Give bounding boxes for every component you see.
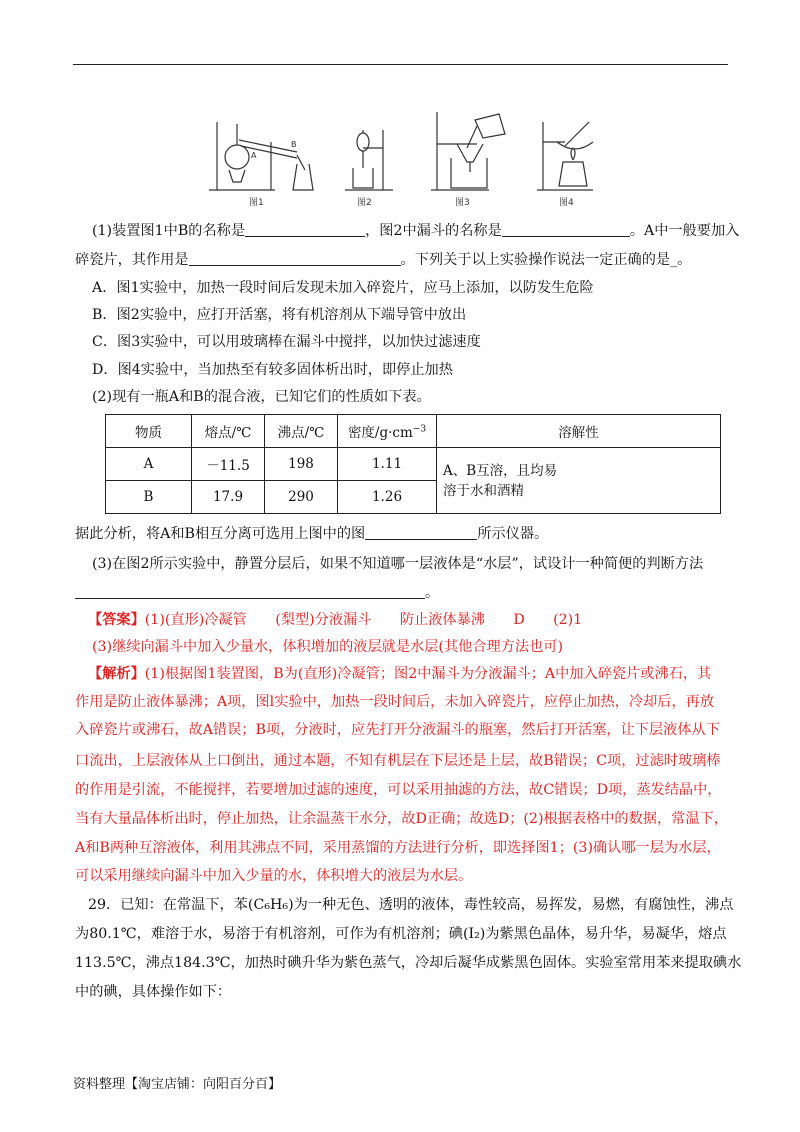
fig1-condenser: [239, 140, 297, 152]
table-cell: 17.9: [192, 481, 265, 514]
table-header: 密度$/g\cdot cm^{-3}$: [338, 415, 437, 448]
table-header: 物质: [106, 415, 192, 448]
q2-after: 据此分析，将A和B相互分离可选用上图中的图 所示仪器。: [75, 526, 549, 542]
q29-line4: 中的碘，具体操作如下：: [75, 984, 232, 1000]
q3-line1: (3)在图2所示实验中，静置分层后，如果不知道哪一层液体是“水层”，试设计一种简便的判断方法: [92, 556, 704, 572]
apparatus-drawing: [205, 102, 605, 210]
analysis-line: 入碎瓷片或沸石，故A错误；B项，分液时，应先打开分液漏斗的瓶塞，然后打开活塞，让下层液体从下: [75, 722, 720, 738]
table-cell: B: [106, 481, 192, 514]
table-row: [106, 448, 721, 481]
q1-option-c: C．图3实验中，可以用玻璃棒在漏斗中搅拌，以加快过滤速度: [92, 334, 481, 350]
answer-line1: 【答案】(1)(直形)冷凝管 (梨型)分液漏斗 防止液体暴沸 D (2)1: [88, 612, 583, 628]
header-rule: [73, 64, 728, 65]
table-cell: 290: [265, 481, 338, 514]
analysis-tag: 【解析】: [88, 666, 145, 682]
table-header: 熔点/℃: [192, 415, 265, 448]
table-cell: 198: [265, 448, 338, 481]
q1-blank-purpose[interactable]: [189, 251, 401, 266]
properties-table: [105, 414, 721, 514]
table-header: 沸点/℃: [265, 415, 338, 448]
fig2-label: 图2: [357, 198, 372, 208]
fig4-label: 图4: [559, 198, 574, 208]
q29-line2: 为80.1℃，难溶于水，易溶于有机溶剂，可作为有机溶剂；碘(I₂)为紫黑色晶体，易升华，易凝华，熔点: [75, 926, 727, 942]
fig3-label: 图3: [455, 198, 470, 208]
q1-option-d: D．图4实验中，当加热至有较多固体析出时，即停止加热: [92, 362, 453, 378]
apparatus-figures: [205, 102, 605, 210]
table-header-row: [106, 415, 721, 448]
table-cell: A: [106, 448, 192, 481]
q1-line1: (1)装置图1中B的名称是 ，图2中漏斗的名称是 。A中一般要加入: [92, 223, 740, 239]
q1-option-a: A．图1实验中，加热一段时间后发现未加入碎瓷片，应马上添加，以防发生危险: [92, 280, 594, 296]
q1-option-b: B．图2实验中，应打开活塞，将有机溶剂从下端导管中放出: [92, 307, 467, 323]
fig4-dish: [557, 142, 593, 149]
q1-blank-b-name[interactable]: [245, 222, 365, 237]
analysis-line: A和B两种互溶液体，利用其沸点不同，采用蒸馏的方法进行分析，即选择图1；(3)确认哪一层为水层，: [75, 840, 721, 856]
q2-intro: (2)现有一瓶A和B的混合液，已知它们的性质如下表。: [92, 389, 431, 405]
solubility-cell: A、B互溶，且均易 溶于水和酒精: [437, 448, 721, 514]
q3-line2: 。: [75, 583, 439, 603]
analysis-line: 可以采用继续向漏斗中加入少量的水，体积增大的液层为水层。: [75, 868, 473, 884]
analysis-line: 作用是防止液体暴沸；A项，图l实验中，加热一段时间后，未加入碎瓷片，应停止加热，冷却后，再放: [75, 694, 715, 710]
q29-line3: 113.5℃，沸点184.3℃，加热时碘升华为紫色蒸气，冷却后凝华成紫黑色固体。实验室常用苯来提取碘水: [75, 955, 742, 971]
table-header: 溶解性: [437, 415, 721, 448]
analysis-line: 口流出，上层液体从上口倒出，通过本题，不知有机层在下层还是上层，故B错误；C项，过滤时玻璃棒: [75, 753, 721, 769]
q1-blank-funnel-name[interactable]: [502, 222, 630, 237]
q3-blank-method[interactable]: [75, 584, 425, 599]
table-cell: －11.5: [192, 448, 265, 481]
table-cell: 1.11: [338, 448, 437, 481]
fig1-flask: [225, 145, 249, 169]
fig1-label: 图1: [249, 198, 264, 208]
fig4-lamp: [559, 162, 587, 186]
answer-tag: 【答案】: [88, 612, 145, 628]
table-cell: 1.26: [338, 481, 437, 514]
fig1-mark-b: B: [291, 140, 297, 149]
fig1-mark-a: A: [251, 151, 257, 160]
q2-blank-figure[interactable]: [365, 525, 477, 540]
q29-line1: 29．已知：在常温下，苯(C₆H₆)为一种无色、透明的液体，毒性较高，易挥发，易燃，有腐蚀性，沸点: [88, 897, 734, 913]
analysis-line1: 【解析】(1)根据图1装置图，B为(直形)冷凝管；图2中漏斗为分液漏斗；A中加入碎瓷片或沸石，其: [88, 666, 712, 682]
q1-line2: 碎瓷片，其作用是 。下列关于以上实验操作说法一定正确的是_。: [75, 252, 692, 268]
analysis-line: 的作用是引流，不能搅拌，若要增加过滤的速度，可以采用抽滤的方法，故C错误；D项，蒸发结晶中，: [75, 782, 722, 798]
footer-source: 资料整理【淘宝店铺：向阳百分百】: [73, 1077, 282, 1092]
fig3-funnel: [457, 144, 483, 162]
analysis-line: 当有大量晶体析出时，停止加热，让余温蒸干水分，故D正确；故选D；(2)根据表格中的数据，常温下，: [75, 811, 728, 827]
answer-line2: (3)继续向漏斗中加入少量水，体积增加的液层就是水层(其他合理方法也可): [92, 639, 563, 655]
